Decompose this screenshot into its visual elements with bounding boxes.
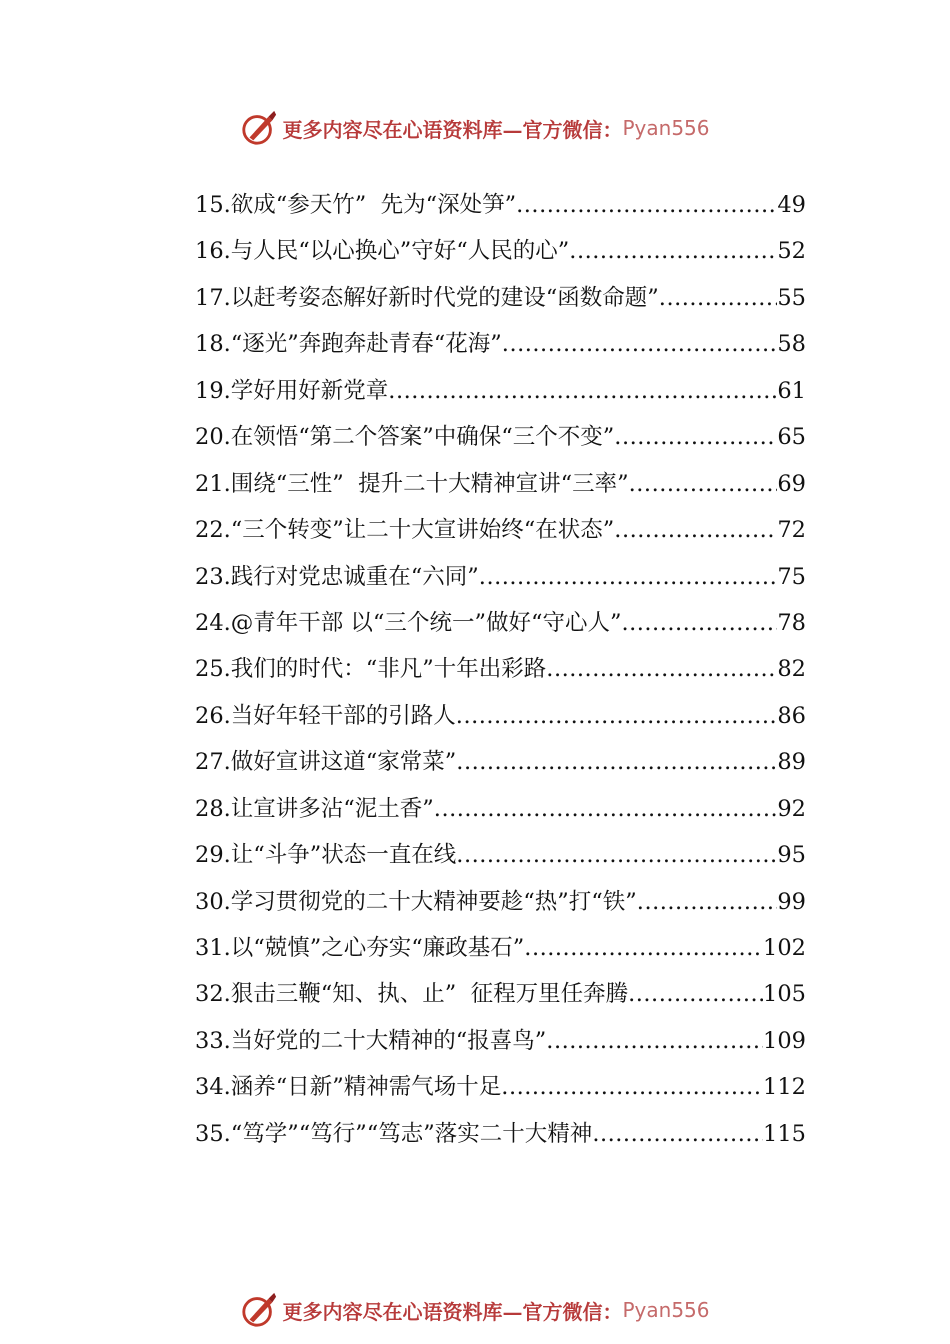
toc-entry[interactable] xyxy=(195,461,806,507)
toc-entry-title: 28.让宣讲多沾“泥土香” xyxy=(195,795,434,822)
toc-leader-dots xyxy=(388,368,777,414)
toc-leader-dots xyxy=(546,646,777,692)
toc-entry[interactable] xyxy=(195,646,806,692)
toc-entry-title: 24.@青年干部 以“三个统一”做好“守心人” xyxy=(195,609,622,636)
toc-leader-dots xyxy=(614,414,777,460)
toc-entry[interactable] xyxy=(195,414,806,460)
toc-leader-dots xyxy=(516,182,777,228)
toc-entry-title: 16.与人民“以心换心”守好“人民的心” xyxy=(195,238,570,265)
toc-entry[interactable] xyxy=(195,739,806,785)
toc-entry-title: 30.学习贯彻党的二十大精神要趁“热”打“铁” xyxy=(195,888,637,915)
toc-leader-dots xyxy=(629,461,778,507)
toc-entry-page: 75 xyxy=(777,563,806,590)
toc-leader-dots xyxy=(479,554,778,600)
toc-entry-title: 31.以“兢慎”之心夯实“廉政基石” xyxy=(195,935,525,961)
toc-entry-page: 92 xyxy=(777,795,806,822)
toc-leader-dots xyxy=(456,739,777,785)
toc-leader-dots xyxy=(501,1064,763,1110)
toc-entry-page: 109 xyxy=(763,1027,806,1054)
toc-entry[interactable] xyxy=(195,786,806,832)
toc-leader-dots xyxy=(524,925,763,971)
toc-entry-page: 55 xyxy=(777,284,806,311)
footer-handle: Pyan556 xyxy=(622,1298,710,1322)
toc-entry-title: 33.当好党的二十大精神的“报喜鸟” xyxy=(195,1027,547,1054)
toc-entry-page: 89 xyxy=(777,749,806,776)
toc-entry-page: 105 xyxy=(763,981,806,1008)
toc-entry-page: 102 xyxy=(763,935,806,961)
header-watermark xyxy=(0,106,950,150)
toc-entry-page: 82 xyxy=(777,656,806,683)
header-handle: Pyan556 xyxy=(622,116,710,140)
header-text: 更多内容尽在心语资料库—官方微信： xyxy=(282,117,623,142)
toc-entry[interactable] xyxy=(195,600,806,646)
table-of-contents xyxy=(195,182,806,1157)
toc-leader-dots xyxy=(628,971,763,1017)
toc-entry[interactable] xyxy=(195,832,806,878)
toc-entry-page: 95 xyxy=(777,842,806,869)
toc-entry[interactable] xyxy=(195,275,806,321)
toc-entry-title: 29.让“斗争”状态一直在线 xyxy=(195,842,457,869)
toc-entry-title: 32.狠击三鞭“知、执、止” 征程万里任奔腾 xyxy=(195,981,629,1008)
footer-watermark xyxy=(0,1288,950,1332)
toc-entry-title: 20.在领悟“第二个答案”中确保“三个不变” xyxy=(195,424,615,451)
toc-entry[interactable] xyxy=(195,925,806,971)
toc-entry[interactable] xyxy=(195,182,806,228)
toc-entry-title: 27.做好宣讲这道“家常菜” xyxy=(195,749,457,776)
toc-entry[interactable] xyxy=(195,879,806,925)
toc-entry-title: 34.涵养“日新”精神需气场十足 xyxy=(195,1074,502,1101)
toc-leader-dots xyxy=(637,879,778,925)
toc-entry-title: 18.“逐光”奔跑奔赴青春“花海” xyxy=(195,331,502,358)
toc-entry-title: 35.“笃学”“笃行”“笃志”落实二十大精神 xyxy=(195,1120,593,1147)
toc-entry-page: 58 xyxy=(777,331,806,358)
toc-entry-page: 52 xyxy=(777,238,806,265)
toc-entry[interactable] xyxy=(195,507,806,553)
toc-entry-page: 65 xyxy=(777,424,806,451)
toc-entry[interactable] xyxy=(195,554,806,600)
toc-leader-dots xyxy=(502,321,778,367)
toc-entry-page: 99 xyxy=(777,888,806,915)
toc-entry[interactable] xyxy=(195,321,806,367)
toc-leader-dots xyxy=(592,1111,763,1157)
toc-entry-title: 22.“三个转变”让二十大宣讲始终“在状态” xyxy=(195,517,615,544)
toc-entry-title: 19.学好用好新党章 xyxy=(195,377,389,404)
pen-logo-icon xyxy=(240,1291,278,1329)
toc-entry-title: 21.围绕“三性” 提升二十大精神宣讲“三率” xyxy=(195,470,629,497)
toc-entry-title: 23.践行对党忠诚重在“六同” xyxy=(195,563,479,590)
toc-leader-dots xyxy=(434,786,778,832)
toc-leader-dots xyxy=(569,228,777,274)
toc-entry-title: 26.当好年轻干部的引路人 xyxy=(195,702,456,729)
toc-leader-dots xyxy=(456,693,778,739)
toc-leader-dots xyxy=(546,1018,763,1064)
toc-entry-page: 115 xyxy=(763,1120,806,1147)
toc-entry-page: 112 xyxy=(763,1074,806,1101)
toc-entry[interactable] xyxy=(195,1018,806,1064)
toc-leader-dots xyxy=(659,275,778,321)
toc-entry[interactable] xyxy=(195,368,806,414)
toc-entry[interactable] xyxy=(195,1064,806,1110)
footer-text: 更多内容尽在心语资料库—官方微信： xyxy=(282,1299,623,1324)
toc-leader-dots xyxy=(456,832,777,878)
toc-entry-title: 15.欲成“参天竹” 先为“深处笋” xyxy=(195,192,517,218)
toc-entry-page: 69 xyxy=(777,470,806,497)
toc-entry-page: 86 xyxy=(777,702,806,729)
toc-entry[interactable] xyxy=(195,693,806,739)
toc-entry-title: 17.以赶考姿态解好新时代党的建设“函数命题” xyxy=(195,284,659,311)
toc-entry[interactable] xyxy=(195,228,806,274)
toc-leader-dots xyxy=(621,600,777,646)
toc-entry-title: 25.我们的时代：“非凡”十年出彩路 xyxy=(195,656,547,683)
toc-entry-page: 72 xyxy=(777,517,806,544)
toc-entry[interactable] xyxy=(195,1111,806,1157)
toc-entry-page: 49 xyxy=(777,192,806,218)
toc-leader-dots xyxy=(614,507,777,553)
pen-logo-icon xyxy=(240,109,278,147)
toc-entry[interactable] xyxy=(195,971,806,1017)
toc-entry-page: 78 xyxy=(777,609,806,636)
toc-entry-page: 61 xyxy=(777,377,806,404)
